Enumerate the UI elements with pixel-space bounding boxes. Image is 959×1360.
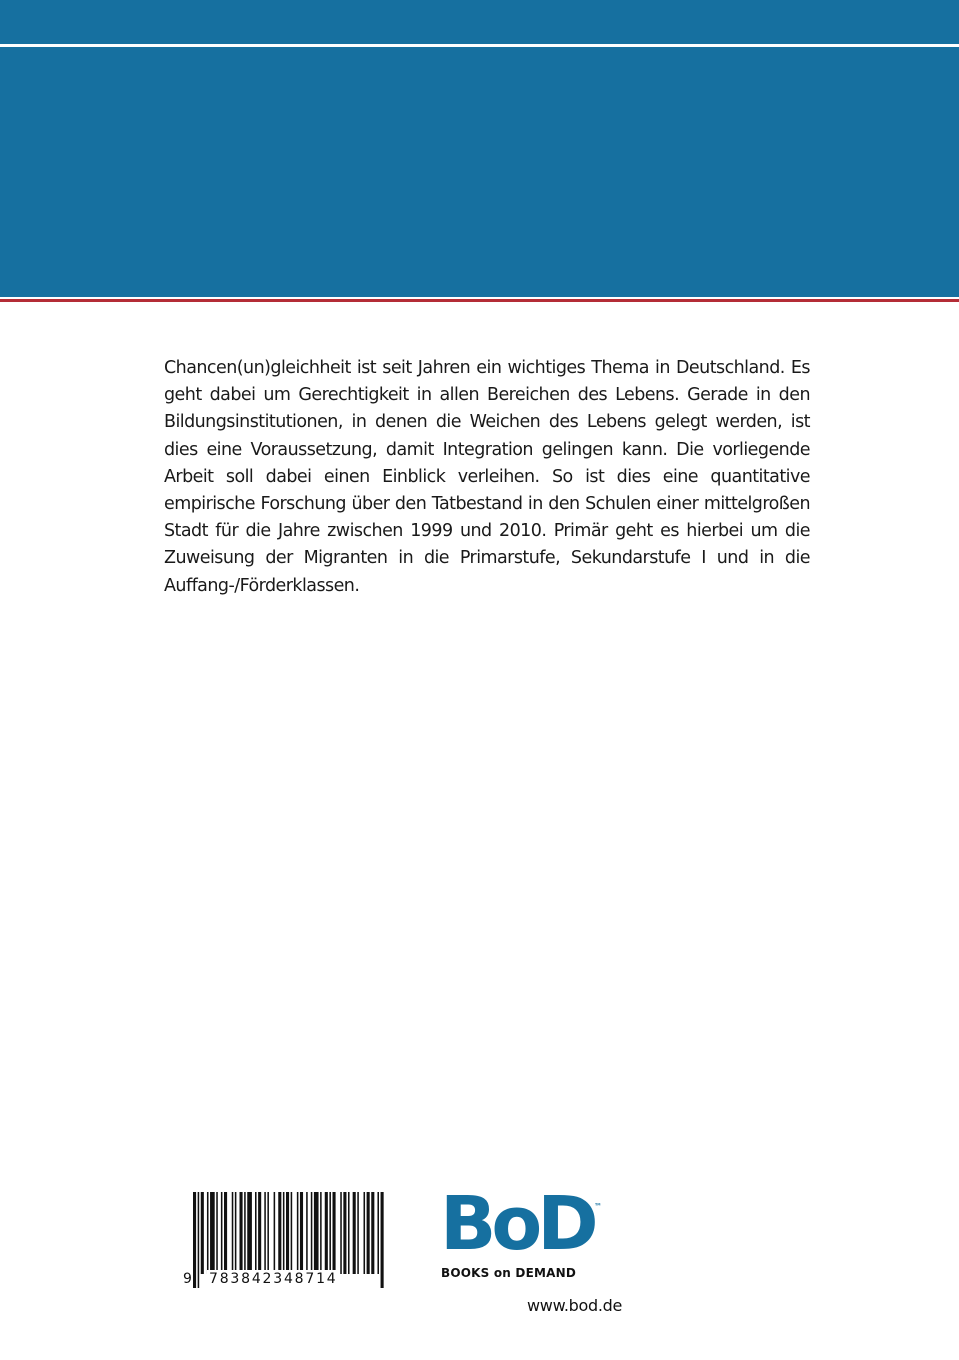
publisher-logo [440, 1181, 610, 1288]
barcode-bar [216, 1192, 218, 1274]
barcode-bar [286, 1192, 289, 1274]
barcode-bar [348, 1192, 350, 1274]
barcode-bar [367, 1192, 370, 1274]
barcode-bar [258, 1192, 261, 1274]
barcode-bar [240, 1192, 243, 1274]
barcode-bar [320, 1192, 322, 1274]
barcode-bar [255, 1192, 257, 1274]
logo-wordmark: BoD [440, 1181, 594, 1267]
barcode-bar [377, 1192, 379, 1274]
barcode-bar [267, 1192, 269, 1274]
barcode-bar [247, 1192, 252, 1274]
barcode-bar [300, 1192, 303, 1274]
barcode-bar [274, 1192, 276, 1274]
barcode-bar [364, 1192, 366, 1274]
logo-tagline: BOOKS on DEMAND [441, 1266, 577, 1280]
barcode-bar [201, 1192, 204, 1274]
barcode-bar [340, 1192, 342, 1274]
barcode-bar [333, 1192, 336, 1274]
barcode-bar [210, 1192, 215, 1274]
barcode-bar [207, 1192, 209, 1274]
barcode-bar [278, 1192, 281, 1274]
cover-top-line [0, 44, 959, 47]
isbn-first-digit: 9 [183, 1271, 194, 1287]
barcode-bar [306, 1192, 308, 1274]
barcode-bar [371, 1192, 374, 1274]
cover-blurb: Chancen(un)gleichheit ist seit Jahren ein wichtiges Thema in Deutschland. Es geht dabei um Gerechtigkeit in allen Bereichen des Lebens. Gerade in den Bildungsinstitutionen, in denen die Weichen des Lebens gelegt werden, ist dies eine Voraussetzung, damit Integration gelingen kann. Die vorliegende Arbeit soll dabei einen Einblick verleihen. So ist dies eine quantitative empirische Forschung über den Tatbestand in den Schulen einer mittelgroßen Stadt für die Jahre zwischen 1999 und 2010. Primär geht es hierbei um die Zuweisung der Migranten in die Primarstufe, Sekundarstufe I und in die Auffang-/Förderklassen. [164, 358, 810, 596]
barcode-bar [221, 1192, 223, 1274]
barcode-bar [264, 1192, 266, 1274]
barcode-bar [329, 1192, 331, 1274]
barcode-bar [235, 1192, 237, 1274]
isbn-number [183, 1270, 389, 1288]
isbn-digits: 783842348714 [209, 1271, 338, 1287]
barcode-bar [297, 1192, 299, 1274]
barcode-bar [244, 1192, 246, 1274]
barcode-bar [283, 1192, 285, 1274]
barcode-bar [311, 1192, 313, 1274]
barcode-bar [314, 1192, 319, 1274]
barcode-bar [353, 1192, 356, 1274]
barcode-bar [357, 1192, 359, 1274]
barcode-bar [224, 1192, 227, 1274]
barcode-bar [325, 1192, 328, 1274]
trademark-mark: ™ [594, 1202, 602, 1211]
barcode-bar [343, 1192, 346, 1274]
publisher-url: www.bod.de [527, 1296, 623, 1315]
cover-accent-line [0, 299, 959, 302]
barcode-bar [232, 1192, 234, 1274]
